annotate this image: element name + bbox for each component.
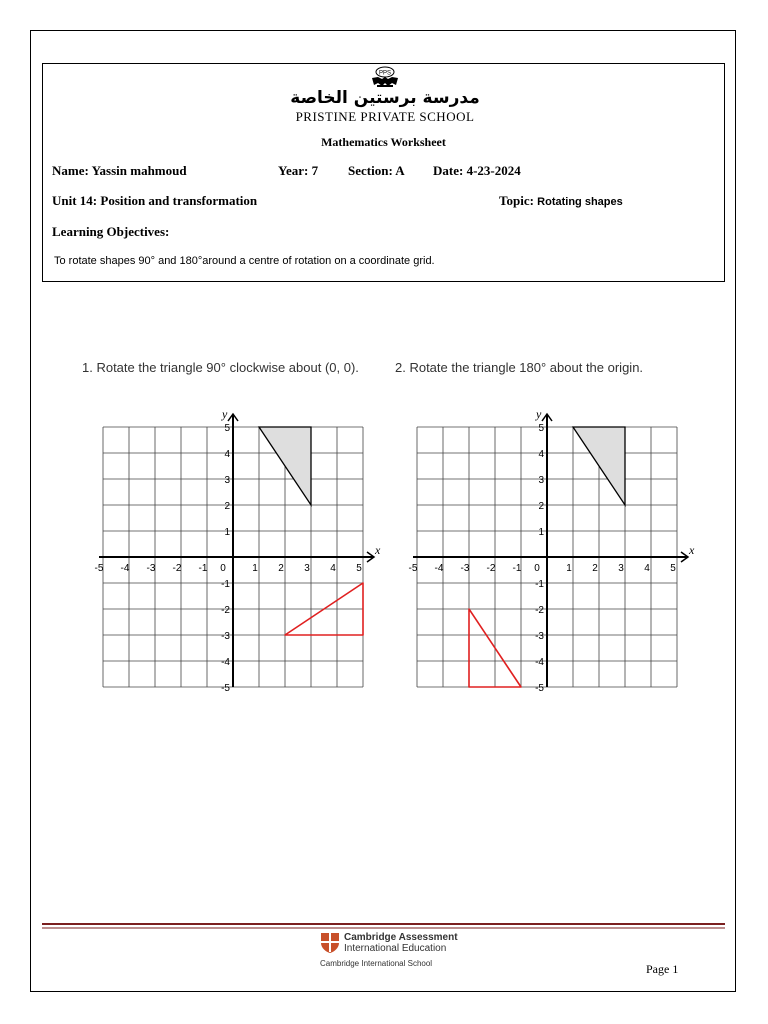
x-tick-label: 0 (534, 563, 540, 574)
y-tick-label: 4 (538, 449, 544, 460)
unit-title: Unit 14: Position and transformation (52, 193, 258, 208)
x-tick-label: 2 (592, 563, 598, 574)
coordinate-grid-2 (408, 385, 712, 715)
x-axis-label: x (689, 543, 695, 557)
x-tick-label: -3 (146, 563, 156, 574)
x-tick-label: -4 (434, 563, 444, 574)
question-2-text: 2. Rotate the triangle 180° about the origin. (395, 360, 644, 375)
x-tick-label: -1 (512, 563, 522, 574)
x-tick-label: 1 (566, 563, 572, 574)
y-axis-label: y (536, 407, 542, 421)
x-tick-label: -2 (172, 563, 182, 574)
student-name: Name: Yassin mahmoud (52, 163, 187, 178)
y-tick-label: -3 (221, 631, 230, 642)
x-tick-label: 3 (618, 563, 624, 574)
y-tick-label: -4 (535, 657, 544, 668)
y-tick-label: -3 (535, 631, 544, 642)
topic-label: Topic: (499, 193, 534, 208)
topic-value: Rotating shapes (537, 196, 623, 208)
x-tick-label: 1 (252, 563, 258, 574)
y-tick-label: 2 (224, 501, 230, 512)
x-tick-label: -2 (486, 563, 496, 574)
y-tick-label: 3 (224, 475, 230, 486)
student-year: Year: 7 (278, 163, 319, 178)
school-logo (270, 66, 500, 130)
x-tick-label: -3 (460, 563, 470, 574)
x-tick-label: 5 (670, 563, 676, 574)
y-tick-label: -2 (535, 605, 544, 616)
x-tick-label: 2 (278, 563, 284, 574)
coordinate-grid-1 (94, 385, 398, 715)
x-tick-label: 5 (356, 563, 362, 574)
topic (499, 193, 623, 209)
page-number: Page 1 (646, 962, 679, 976)
x-tick-label: -5 (408, 563, 418, 574)
y-tick-label: 5 (538, 423, 544, 434)
school-emblem-icon (270, 66, 500, 90)
y-tick-label: 4 (224, 449, 230, 460)
y-tick-label: 2 (538, 501, 544, 512)
y-tick-label: 1 (538, 527, 544, 538)
svg-text:PPS: PPS (378, 70, 392, 77)
x-axis-label: x (375, 543, 381, 557)
cambridge-shield-icon (320, 932, 340, 954)
y-tick-label: -1 (221, 579, 230, 590)
x-tick-label: -5 (94, 563, 104, 574)
x-tick-label: 4 (644, 563, 650, 574)
x-tick-label: 3 (304, 563, 310, 574)
x-tick-label: -1 (198, 563, 208, 574)
x-tick-label: -4 (120, 563, 130, 574)
objective-text: To rotate shapes 90° and 180°around a centre of rotation on a coordinate grid. (54, 255, 435, 267)
y-axis-label: y (222, 407, 228, 421)
y-tick-label: -4 (221, 657, 230, 668)
worksheet-title: Mathematics Worksheet (321, 135, 446, 149)
worksheet-date: Date: 4-23-2024 (433, 163, 521, 178)
objectives-heading: Learning Objectives: (52, 224, 170, 239)
footer-rule (42, 922, 725, 932)
y-tick-label: 1 (224, 527, 230, 538)
school-name-arabic: مدرسة برستين الخاصة (290, 88, 480, 108)
question-1-text: 1. Rotate the triangle 90° clockwise about (0, 0). (82, 360, 359, 375)
student-section: Section: A (348, 163, 405, 178)
y-tick-label: 3 (538, 475, 544, 486)
cambridge-line-1: Cambridge Assessment (344, 932, 458, 943)
y-tick-label: -5 (535, 683, 544, 694)
y-tick-label: -1 (535, 579, 544, 590)
x-tick-label: 0 (220, 563, 226, 574)
cambridge-line-3: Cambridge International School (320, 959, 433, 968)
cambridge-line-2: International Education (344, 943, 447, 954)
y-tick-label: -5 (221, 683, 230, 694)
x-tick-label: 4 (330, 563, 336, 574)
y-tick-label: -2 (221, 605, 230, 616)
cambridge-logo (320, 932, 470, 972)
school-name-english: PRISTINE PRIVATE SCHOOL (295, 109, 475, 124)
y-tick-label: 5 (224, 423, 230, 434)
